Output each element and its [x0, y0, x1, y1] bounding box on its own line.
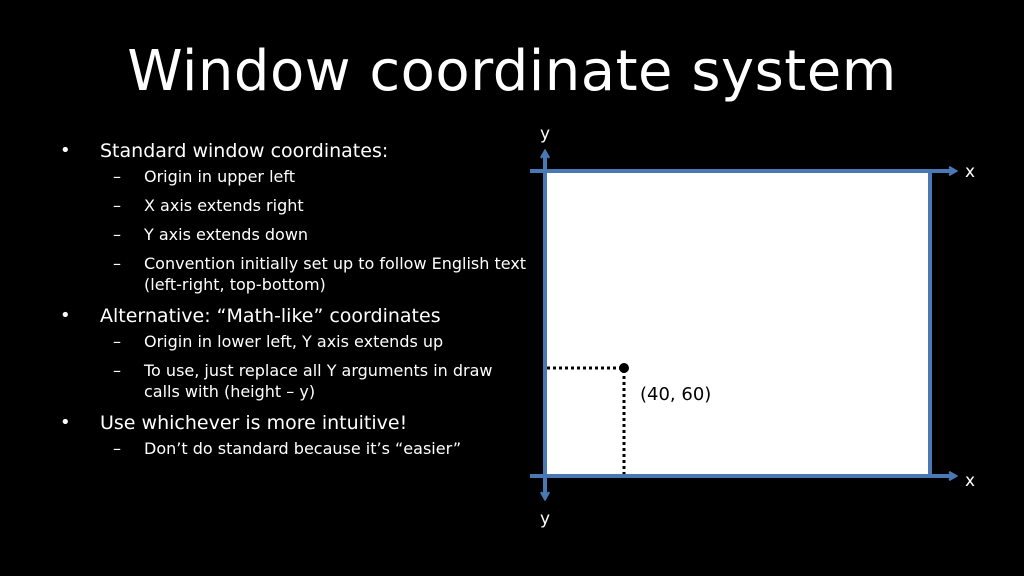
bullet-icon: • — [60, 412, 71, 433]
dash-icon: – — [113, 332, 121, 351]
dash-icon: – — [113, 254, 121, 273]
sub-bullet-text: Y axis extends down — [144, 225, 309, 244]
sub-bullet-text: Origin in upper left — [144, 167, 295, 186]
bullet-text: Alternative: “Math-like” coordinates — [100, 305, 441, 327]
dash-icon: – — [113, 196, 121, 215]
point-marker — [619, 363, 629, 373]
slide-title: Window coordinate system — [127, 39, 897, 104]
dash-icon: – — [113, 167, 121, 186]
sub-bullet-text: X axis extends right — [144, 196, 304, 215]
sub-bullet-text: Origin in lower left, Y axis extends up — [144, 332, 444, 351]
bullet-text: Standard window coordinates: — [100, 140, 389, 162]
bottom-y-label: y — [540, 509, 551, 529]
dash-icon: – — [113, 225, 121, 244]
top-x-label: x — [965, 162, 976, 182]
dash-icon: – — [113, 439, 121, 458]
window-rectangle — [545, 171, 930, 476]
top-y-label: y — [540, 124, 551, 144]
bottom-x-label: x — [965, 471, 976, 491]
bullet-icon: • — [60, 140, 71, 161]
bullet-icon: • — [60, 305, 71, 326]
sub-bullet-text: To use, just replace all Y arguments in draw calls with (height – y) — [144, 361, 493, 401]
bullet-text: Use whichever is more intuitive! — [100, 412, 408, 434]
sub-bullet-text: Don’t do standard because it’s “easier” — [144, 439, 462, 458]
sub-bullet-text: Convention initially set up to follow English text (left-right, top-bottom) — [144, 254, 527, 294]
dash-icon: – — [113, 361, 121, 380]
point-label: (40, 60) — [640, 384, 712, 405]
